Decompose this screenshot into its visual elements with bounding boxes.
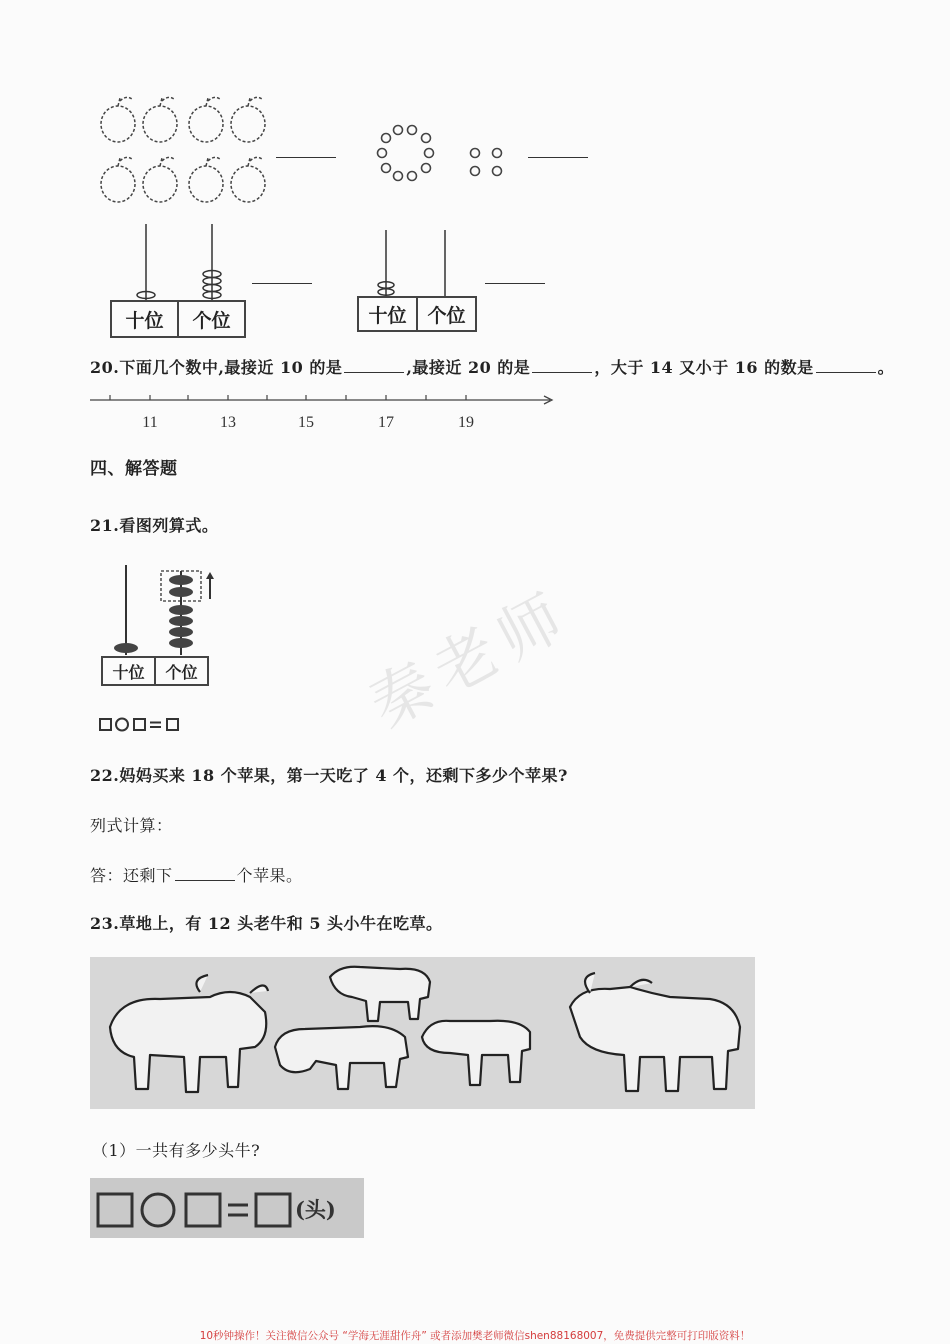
result-box[interactable] — [256, 1194, 290, 1226]
answer-22 — [90, 863, 303, 886]
tens-label: 十位 — [125, 309, 164, 332]
ones-label: 个位 — [416, 298, 475, 330]
q20-prefix: 20.下面几个数中,最接近 10 的是 — [90, 358, 343, 377]
cattle-image — [90, 957, 755, 1109]
abacus-1-image — [110, 222, 250, 302]
abacus-2-place-box — [357, 296, 477, 332]
apples-image — [96, 92, 276, 212]
question-20 — [90, 355, 894, 378]
answer-blank[interactable] — [175, 866, 235, 881]
circle-ring-image — [372, 122, 442, 187]
abacus-1-place-box — [110, 300, 246, 338]
answer-prefix: 答：还剩下 — [90, 866, 173, 885]
question-21: 21.看图列算式。 — [90, 516, 219, 535]
apples-answer-line[interactable] — [276, 157, 336, 158]
abacus-2-answer-line[interactable] — [485, 283, 545, 284]
abacus-2-image — [357, 228, 477, 298]
question-23: 23.草地上，有 12 头老牛和 5 头小牛在吃草。 — [90, 914, 443, 933]
four-circles-image — [466, 145, 506, 180]
abacus-1-answer-line[interactable] — [252, 283, 312, 284]
ones-label: 个位 — [154, 658, 207, 684]
equation-image — [90, 1178, 364, 1238]
tick-11: 11 — [142, 414, 158, 431]
tens-label: 十位 — [112, 662, 145, 682]
tick-13: 13 — [220, 414, 236, 431]
tick-19: 19 — [458, 414, 474, 431]
question-23-sub1: （1）一共有多少头牛? — [92, 1141, 261, 1160]
q20-blank-3[interactable] — [816, 358, 876, 373]
abacus-3-place-box — [101, 656, 209, 686]
unit-label: (头) — [295, 1197, 336, 1222]
footer-note: 10秒钟操作！关注微信公众号 “学海无涯甜作舟” 或者添加樊老师微信shen88168007，免费提供完整可打印版资料！ — [199, 1330, 751, 1342]
abacus-3-image — [100, 563, 220, 658]
tick-15: 15 — [298, 414, 314, 431]
q20-end: 。 — [877, 358, 895, 377]
box-1[interactable] — [98, 1194, 132, 1226]
equation-boxes-small[interactable] — [98, 716, 188, 734]
question-22: 22.妈妈买来 18 个苹果，第一天吃了 4 个，还剩下多少个苹果? — [90, 766, 568, 785]
watermark: 秦老师 — [357, 575, 583, 742]
q20-blank-1[interactable] — [344, 358, 404, 373]
answer-suffix: 个苹果。 — [236, 866, 303, 885]
tens-label: 十位 — [368, 304, 407, 327]
tick-17: 17 — [378, 414, 394, 431]
operator-circle[interactable] — [142, 1194, 174, 1226]
box-2[interactable] — [186, 1194, 220, 1226]
q20-blank-2[interactable] — [532, 358, 592, 373]
ones-label: 个位 — [177, 302, 244, 336]
circles-answer-line[interactable] — [528, 157, 588, 158]
q20-mid2: ，大于 14 又小于 16 的数是 — [594, 358, 814, 377]
section-title: 四、解答题 — [90, 459, 178, 479]
q20-mid1: ,最接近 20 的是 — [406, 358, 531, 377]
number-line — [90, 390, 560, 435]
calc-label: 列式计算： — [90, 816, 173, 835]
